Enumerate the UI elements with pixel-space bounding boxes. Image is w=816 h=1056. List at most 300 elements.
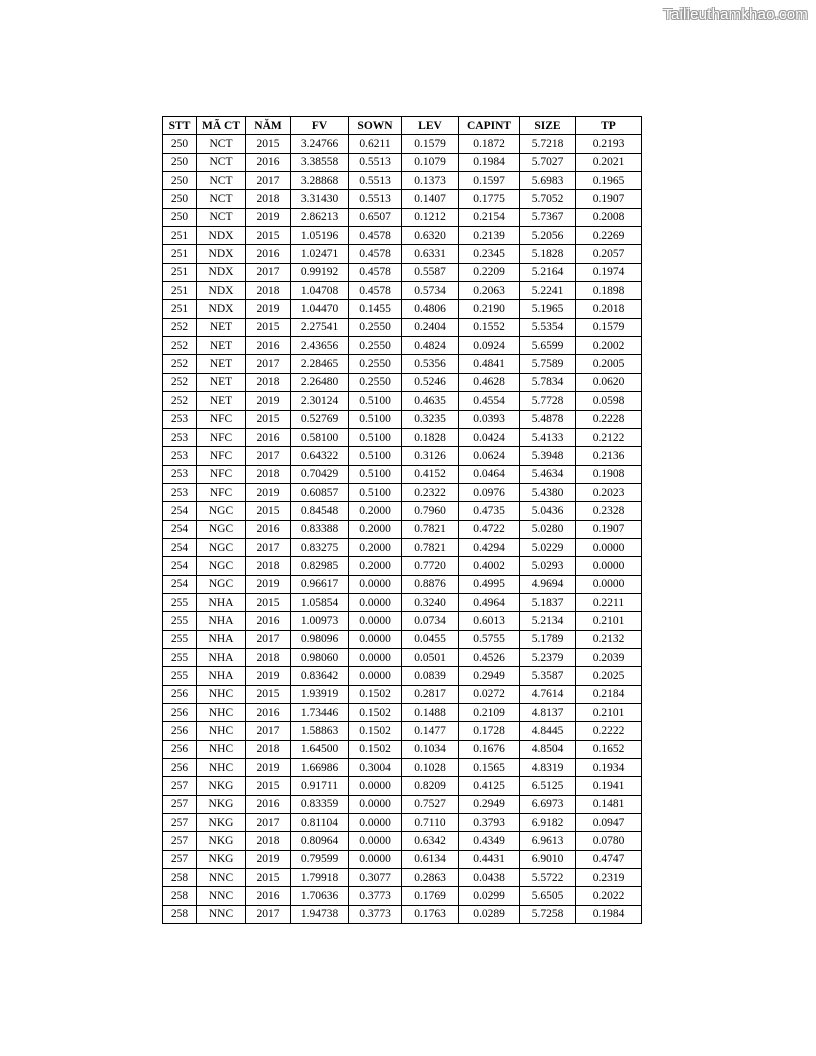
table-row — [163, 227, 642, 245]
fv-cell: 0.70429 — [291, 465, 349, 483]
ma-ct-cell: NKG — [197, 850, 246, 868]
size-cell: 5.3948 — [520, 447, 576, 465]
table-row — [163, 447, 642, 465]
stt-cell: 258 — [163, 887, 197, 905]
size-cell: 5.4878 — [520, 410, 576, 428]
tp-cell: 0.2193 — [576, 135, 642, 153]
table-row — [163, 245, 642, 263]
size-cell: 5.6599 — [520, 337, 576, 355]
nam-cell: 2015 — [246, 227, 291, 245]
sown-cell: 0.2000 — [349, 538, 402, 556]
sown-cell: 0.5513 — [349, 153, 402, 171]
fv-cell: 1.04470 — [291, 300, 349, 318]
col-header-stt: STT — [163, 117, 197, 135]
lev-cell: 0.7110 — [402, 814, 459, 832]
stt-cell: 257 — [163, 832, 197, 850]
tp-cell: 0.4747 — [576, 850, 642, 868]
stt-cell: 254 — [163, 575, 197, 593]
table-row — [163, 465, 642, 483]
sown-cell: 0.0000 — [349, 795, 402, 813]
size-cell: 5.0293 — [520, 557, 576, 575]
size-cell: 5.1837 — [520, 593, 576, 611]
sown-cell: 0.0000 — [349, 648, 402, 666]
capint-cell: 0.4294 — [459, 538, 520, 556]
sown-cell: 0.5513 — [349, 172, 402, 190]
capint-cell: 0.4628 — [459, 373, 520, 391]
sown-cell: 0.4578 — [349, 227, 402, 245]
table-row — [163, 685, 642, 703]
size-cell: 5.4133 — [520, 428, 576, 446]
col-header-nam: NĂM — [246, 117, 291, 135]
capint-cell: 0.1728 — [459, 722, 520, 740]
fv-cell: 0.82985 — [291, 557, 349, 575]
fv-cell: 1.66986 — [291, 759, 349, 777]
stt-cell: 252 — [163, 355, 197, 373]
nam-cell: 2016 — [246, 153, 291, 171]
table-row — [163, 318, 642, 336]
nam-cell: 2019 — [246, 759, 291, 777]
fv-cell: 0.79599 — [291, 850, 349, 868]
stt-cell: 250 — [163, 135, 197, 153]
fv-cell: 1.02471 — [291, 245, 349, 263]
stt-cell: 252 — [163, 373, 197, 391]
size-cell: 5.1828 — [520, 245, 576, 263]
ma-ct-cell: NHA — [197, 612, 246, 630]
lev-cell: 0.2817 — [402, 685, 459, 703]
fv-cell: 1.64500 — [291, 740, 349, 758]
nam-cell: 2019 — [246, 483, 291, 501]
sown-cell: 0.5100 — [349, 392, 402, 410]
sown-cell: 0.0000 — [349, 630, 402, 648]
table-row — [163, 795, 642, 813]
size-cell: 4.8319 — [520, 759, 576, 777]
table-row — [163, 759, 642, 777]
lev-cell: 0.3240 — [402, 593, 459, 611]
nam-cell: 2017 — [246, 263, 291, 281]
table-row — [163, 593, 642, 611]
sown-cell: 0.1502 — [349, 704, 402, 722]
stt-cell: 256 — [163, 704, 197, 722]
stt-cell: 254 — [163, 538, 197, 556]
lev-cell: 0.1828 — [402, 428, 459, 446]
tp-cell: 0.2211 — [576, 593, 642, 611]
lev-cell: 0.3235 — [402, 410, 459, 428]
ma-ct-cell: NHC — [197, 740, 246, 758]
size-cell: 4.8445 — [520, 722, 576, 740]
sown-cell: 0.2000 — [349, 502, 402, 520]
lev-cell: 0.0839 — [402, 667, 459, 685]
table-row — [163, 355, 642, 373]
capint-cell: 0.1676 — [459, 740, 520, 758]
nam-cell: 2016 — [246, 887, 291, 905]
ma-ct-cell: NET — [197, 355, 246, 373]
ma-ct-cell: NET — [197, 392, 246, 410]
lev-cell: 0.6331 — [402, 245, 459, 263]
table-row — [163, 172, 642, 190]
capint-cell: 0.0424 — [459, 428, 520, 446]
ma-ct-cell: NKG — [197, 777, 246, 795]
lev-cell: 0.1579 — [402, 135, 459, 153]
stt-cell: 258 — [163, 905, 197, 923]
size-cell: 4.9694 — [520, 575, 576, 593]
fv-cell: 1.93919 — [291, 685, 349, 703]
tp-cell: 0.1908 — [576, 465, 642, 483]
lev-cell: 0.7527 — [402, 795, 459, 813]
fv-cell: 2.30124 — [291, 392, 349, 410]
capint-cell: 0.2345 — [459, 245, 520, 263]
lev-cell: 0.1028 — [402, 759, 459, 777]
tp-cell: 0.2018 — [576, 300, 642, 318]
tp-cell: 0.1579 — [576, 318, 642, 336]
nam-cell: 2015 — [246, 318, 291, 336]
stt-cell: 252 — [163, 318, 197, 336]
sown-cell: 0.0000 — [349, 575, 402, 593]
lev-cell: 0.4152 — [402, 465, 459, 483]
sown-cell: 0.2550 — [349, 337, 402, 355]
lev-cell: 0.5587 — [402, 263, 459, 281]
stt-cell: 255 — [163, 612, 197, 630]
tp-cell: 0.2101 — [576, 612, 642, 630]
lev-cell: 0.4806 — [402, 300, 459, 318]
fv-cell: 0.81104 — [291, 814, 349, 832]
nam-cell: 2015 — [246, 135, 291, 153]
sown-cell: 0.5513 — [349, 190, 402, 208]
table-row — [163, 740, 642, 758]
ma-ct-cell: NFC — [197, 483, 246, 501]
sown-cell: 0.1455 — [349, 300, 402, 318]
size-cell: 5.2379 — [520, 648, 576, 666]
sown-cell: 0.0000 — [349, 832, 402, 850]
capint-cell: 0.1775 — [459, 190, 520, 208]
capint-cell: 0.0438 — [459, 869, 520, 887]
fv-cell: 0.98096 — [291, 630, 349, 648]
nam-cell: 2017 — [246, 905, 291, 923]
stt-cell: 251 — [163, 282, 197, 300]
table-row — [163, 905, 642, 923]
nam-cell: 2015 — [246, 593, 291, 611]
fv-cell: 0.83275 — [291, 538, 349, 556]
size-cell: 5.1789 — [520, 630, 576, 648]
ma-ct-cell: NDX — [197, 263, 246, 281]
capint-cell: 0.0624 — [459, 447, 520, 465]
tp-cell: 0.2136 — [576, 447, 642, 465]
table-row — [163, 557, 642, 575]
ma-ct-cell: NHA — [197, 667, 246, 685]
table-row — [163, 887, 642, 905]
ma-ct-cell: NKG — [197, 832, 246, 850]
lev-cell: 0.1212 — [402, 208, 459, 226]
sown-cell: 0.0000 — [349, 850, 402, 868]
sown-cell: 0.0000 — [349, 667, 402, 685]
col-header-size: SIZE — [520, 117, 576, 135]
ma-ct-cell: NDX — [197, 227, 246, 245]
capint-cell: 0.4964 — [459, 593, 520, 611]
capint-cell: 0.4995 — [459, 575, 520, 593]
table-row — [163, 410, 642, 428]
size-cell: 5.4380 — [520, 483, 576, 501]
stt-cell: 252 — [163, 392, 197, 410]
sown-cell: 0.4578 — [349, 263, 402, 281]
stt-cell: 253 — [163, 428, 197, 446]
capint-cell: 0.2109 — [459, 704, 520, 722]
sown-cell: 0.3773 — [349, 887, 402, 905]
size-cell: 5.2241 — [520, 282, 576, 300]
fv-cell: 0.52769 — [291, 410, 349, 428]
capint-cell: 0.3793 — [459, 814, 520, 832]
ma-ct-cell: NHA — [197, 648, 246, 666]
nam-cell: 2018 — [246, 557, 291, 575]
size-cell: 5.7367 — [520, 208, 576, 226]
tp-cell: 0.2005 — [576, 355, 642, 373]
stt-cell: 257 — [163, 850, 197, 868]
tp-cell: 0.2025 — [576, 667, 642, 685]
lev-cell: 0.2322 — [402, 483, 459, 501]
ma-ct-cell: NHA — [197, 593, 246, 611]
fv-cell: 1.58863 — [291, 722, 349, 740]
table-row — [163, 814, 642, 832]
table-row — [163, 667, 642, 685]
table-row — [163, 282, 642, 300]
ma-ct-cell: NHC — [197, 704, 246, 722]
size-cell: 5.7027 — [520, 153, 576, 171]
capint-cell: 0.4349 — [459, 832, 520, 850]
tp-cell: 0.2057 — [576, 245, 642, 263]
tp-cell: 0.0000 — [576, 575, 642, 593]
stt-cell: 251 — [163, 227, 197, 245]
stt-cell: 250 — [163, 153, 197, 171]
nam-cell: 2017 — [246, 538, 291, 556]
lev-cell: 0.3126 — [402, 447, 459, 465]
nam-cell: 2019 — [246, 300, 291, 318]
sown-cell: 0.1502 — [349, 740, 402, 758]
ma-ct-cell: NCT — [197, 190, 246, 208]
capint-cell: 0.0976 — [459, 483, 520, 501]
stt-cell: 252 — [163, 337, 197, 355]
sown-cell: 0.5100 — [349, 483, 402, 501]
lev-cell: 0.7720 — [402, 557, 459, 575]
size-cell: 6.5125 — [520, 777, 576, 795]
lev-cell: 0.0455 — [402, 630, 459, 648]
size-cell: 6.6973 — [520, 795, 576, 813]
size-cell: 4.7614 — [520, 685, 576, 703]
fv-cell: 0.96617 — [291, 575, 349, 593]
tp-cell: 0.1984 — [576, 905, 642, 923]
lev-cell: 0.6320 — [402, 227, 459, 245]
stt-cell: 256 — [163, 740, 197, 758]
tp-cell: 0.0780 — [576, 832, 642, 850]
capint-cell: 0.1872 — [459, 135, 520, 153]
table-row — [163, 428, 642, 446]
ma-ct-cell: NCT — [197, 153, 246, 171]
ma-ct-cell: NHC — [197, 759, 246, 777]
ma-ct-cell: NCT — [197, 208, 246, 226]
stt-cell: 254 — [163, 557, 197, 575]
size-cell: 5.7589 — [520, 355, 576, 373]
capint-cell: 0.2154 — [459, 208, 520, 226]
table-row — [163, 722, 642, 740]
table-row — [163, 777, 642, 795]
nam-cell: 2018 — [246, 282, 291, 300]
lev-cell: 0.1034 — [402, 740, 459, 758]
lev-cell: 0.0734 — [402, 612, 459, 630]
tp-cell: 0.2039 — [576, 648, 642, 666]
capint-cell: 0.4722 — [459, 520, 520, 538]
lev-cell: 0.8876 — [402, 575, 459, 593]
fv-cell: 3.38558 — [291, 153, 349, 171]
lev-cell: 0.8209 — [402, 777, 459, 795]
nam-cell: 2017 — [246, 172, 291, 190]
size-cell: 5.7728 — [520, 392, 576, 410]
fv-cell: 2.86213 — [291, 208, 349, 226]
stt-cell: 255 — [163, 648, 197, 666]
tp-cell: 0.1941 — [576, 777, 642, 795]
nam-cell: 2017 — [246, 355, 291, 373]
fv-cell: 0.60857 — [291, 483, 349, 501]
tp-cell: 0.2122 — [576, 428, 642, 446]
size-cell: 6.9010 — [520, 850, 576, 868]
ma-ct-cell: NHC — [197, 722, 246, 740]
tp-cell: 0.1481 — [576, 795, 642, 813]
fv-cell: 0.58100 — [291, 428, 349, 446]
sown-cell: 0.0000 — [349, 593, 402, 611]
fv-cell: 1.79918 — [291, 869, 349, 887]
lev-cell: 0.1769 — [402, 887, 459, 905]
capint-cell: 0.4735 — [459, 502, 520, 520]
fv-cell: 0.98060 — [291, 648, 349, 666]
nam-cell: 2017 — [246, 447, 291, 465]
tp-cell: 0.2328 — [576, 502, 642, 520]
nam-cell: 2016 — [246, 337, 291, 355]
fv-cell: 0.91711 — [291, 777, 349, 795]
tp-cell: 0.2101 — [576, 704, 642, 722]
stt-cell: 251 — [163, 263, 197, 281]
sown-cell: 0.1502 — [349, 722, 402, 740]
stt-cell: 257 — [163, 795, 197, 813]
ma-ct-cell: NHC — [197, 685, 246, 703]
lev-cell: 0.6342 — [402, 832, 459, 850]
tp-cell: 0.2002 — [576, 337, 642, 355]
sown-cell: 0.2550 — [349, 355, 402, 373]
lev-cell: 0.5734 — [402, 282, 459, 300]
fv-cell: 1.70636 — [291, 887, 349, 905]
col-header-fv: FV — [291, 117, 349, 135]
sown-cell: 0.0000 — [349, 814, 402, 832]
stt-cell: 256 — [163, 685, 197, 703]
capint-cell: 0.5755 — [459, 630, 520, 648]
table-row — [163, 630, 642, 648]
nam-cell: 2017 — [246, 722, 291, 740]
fv-cell: 3.24766 — [291, 135, 349, 153]
table-row — [163, 190, 642, 208]
sown-cell: 0.5100 — [349, 410, 402, 428]
size-cell: 5.2134 — [520, 612, 576, 630]
lev-cell: 0.1477 — [402, 722, 459, 740]
stt-cell: 253 — [163, 447, 197, 465]
tp-cell: 0.1965 — [576, 172, 642, 190]
size-cell: 5.2164 — [520, 263, 576, 281]
nam-cell: 2017 — [246, 630, 291, 648]
capint-cell: 0.4841 — [459, 355, 520, 373]
ma-ct-cell: NDX — [197, 245, 246, 263]
stt-cell: 257 — [163, 777, 197, 795]
size-cell: 6.9182 — [520, 814, 576, 832]
tp-cell: 0.2222 — [576, 722, 642, 740]
stt-cell: 256 — [163, 759, 197, 777]
capint-cell: 0.0299 — [459, 887, 520, 905]
nam-cell: 2015 — [246, 777, 291, 795]
nam-cell: 2015 — [246, 869, 291, 887]
capint-cell: 0.1597 — [459, 172, 520, 190]
table-row — [163, 153, 642, 171]
ma-ct-cell: NET — [197, 337, 246, 355]
table-row — [163, 337, 642, 355]
ma-ct-cell: NKG — [197, 814, 246, 832]
nam-cell: 2018 — [246, 190, 291, 208]
lev-cell: 0.0501 — [402, 648, 459, 666]
tp-cell: 0.1652 — [576, 740, 642, 758]
size-cell: 5.5354 — [520, 318, 576, 336]
stt-cell: 255 — [163, 593, 197, 611]
fv-cell: 0.83359 — [291, 795, 349, 813]
nam-cell: 2017 — [246, 814, 291, 832]
size-cell: 5.7052 — [520, 190, 576, 208]
fv-cell: 0.64322 — [291, 447, 349, 465]
ma-ct-cell: NNC — [197, 905, 246, 923]
table-row — [163, 300, 642, 318]
lev-cell: 0.6134 — [402, 850, 459, 868]
lev-cell: 0.4635 — [402, 392, 459, 410]
stt-cell: 253 — [163, 410, 197, 428]
col-header-lev: LEV — [402, 117, 459, 135]
capint-cell: 0.4526 — [459, 648, 520, 666]
size-cell: 6.9613 — [520, 832, 576, 850]
sown-cell: 0.0000 — [349, 777, 402, 795]
fv-cell: 2.26480 — [291, 373, 349, 391]
capint-cell: 0.0464 — [459, 465, 520, 483]
fv-cell: 2.27541 — [291, 318, 349, 336]
size-cell: 5.1965 — [520, 300, 576, 318]
tp-cell: 0.0947 — [576, 814, 642, 832]
stt-cell: 251 — [163, 245, 197, 263]
capint-cell: 0.2949 — [459, 667, 520, 685]
table-row — [163, 502, 642, 520]
capint-cell: 0.0272 — [459, 685, 520, 703]
nam-cell: 2019 — [246, 208, 291, 226]
fv-cell: 0.83388 — [291, 520, 349, 538]
stt-cell: 250 — [163, 190, 197, 208]
sown-cell: 0.5100 — [349, 428, 402, 446]
capint-cell: 0.4431 — [459, 850, 520, 868]
fv-cell: 0.99192 — [291, 263, 349, 281]
nam-cell: 2015 — [246, 502, 291, 520]
lev-cell: 0.1763 — [402, 905, 459, 923]
fv-cell: 1.73446 — [291, 704, 349, 722]
nam-cell: 2016 — [246, 612, 291, 630]
table-row — [163, 612, 642, 630]
fv-cell: 0.83642 — [291, 667, 349, 685]
sown-cell: 0.4578 — [349, 245, 402, 263]
tp-cell: 0.0000 — [576, 538, 642, 556]
tp-cell: 0.2269 — [576, 227, 642, 245]
ma-ct-cell: NKG — [197, 795, 246, 813]
sown-cell: 0.2550 — [349, 318, 402, 336]
nam-cell: 2018 — [246, 832, 291, 850]
capint-cell: 0.0393 — [459, 410, 520, 428]
sown-cell: 0.3004 — [349, 759, 402, 777]
table-row — [163, 483, 642, 501]
table-header-row — [163, 117, 642, 135]
size-cell: 4.8504 — [520, 740, 576, 758]
